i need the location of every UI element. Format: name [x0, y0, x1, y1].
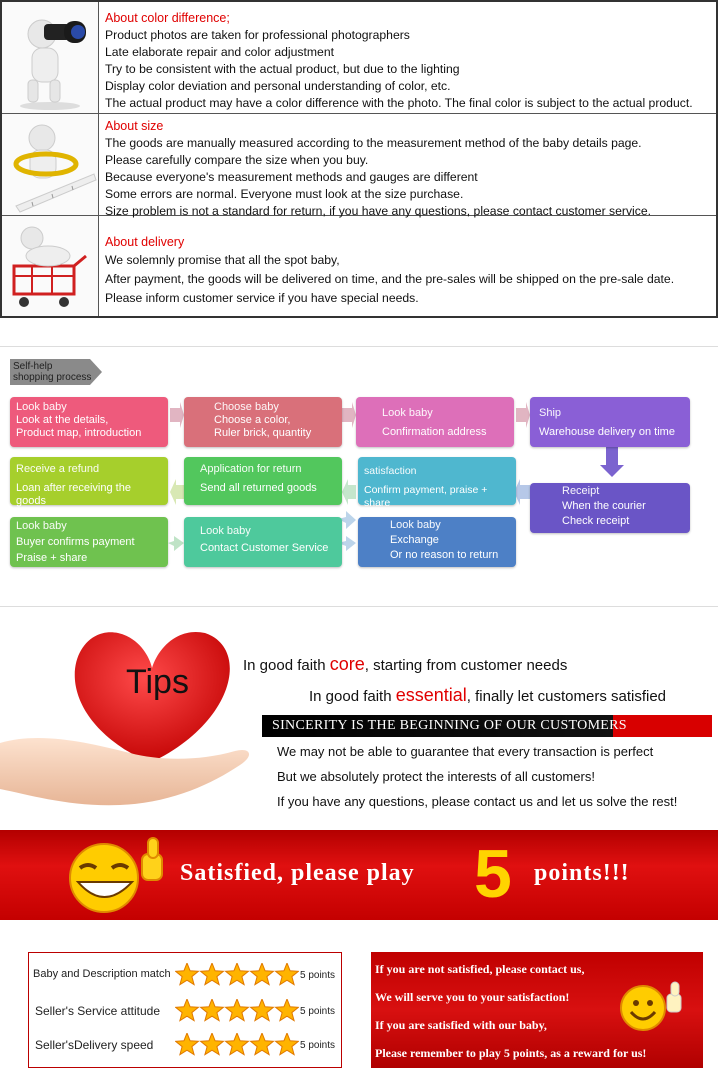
- step-contact-service[interactable]: Look baby Contact Customer Service: [184, 517, 342, 567]
- promise-line: If you have any questions, please contact us and let us solve the rest!: [277, 794, 678, 809]
- rating-points: 5 points: [300, 970, 336, 981]
- tips-section: [0, 606, 718, 828]
- step-exchange[interactable]: Look baby Exchange Or no reason to return: [358, 517, 516, 567]
- rating-points: 5 points: [300, 1040, 336, 1051]
- color-line: Late elaborate repair and color adjustment: [105, 45, 334, 59]
- size-line: Please carefully compare the size when you buy.: [105, 153, 369, 167]
- rating-row-service: [29, 993, 341, 1029]
- color-line: Try to be consistent with the actual product, but due to the lighting: [105, 62, 460, 76]
- size-line: The goods are manually measured according to the measurement method of the baby details page.: [105, 136, 642, 150]
- star-rating-icons: [175, 999, 299, 1023]
- rating-row-description: [29, 957, 341, 993]
- photographer-figure-image: [2, 2, 99, 113]
- delivery-line: We solemnly promise that all the spot baby,: [105, 253, 340, 267]
- star-icon[interactable]: [226, 999, 249, 1021]
- size-row: [2, 114, 716, 216]
- star-icon[interactable]: [251, 963, 274, 985]
- shopping-cart-figure-icon: [2, 216, 98, 316]
- size-line: Some errors are normal. Everyone must look at the size purchase.: [105, 187, 464, 201]
- star-icon[interactable]: [276, 1033, 299, 1055]
- delivery-text: [105, 234, 712, 307]
- star-rating-icons: [175, 1033, 299, 1057]
- color-difference-row: [2, 2, 716, 114]
- star-icon[interactable]: [276, 963, 299, 985]
- rating-label: Seller'sDelivery speed: [35, 1038, 154, 1052]
- tip-essential-line: In good faith essential, finally let customers satisfied: [309, 685, 667, 705]
- stars[interactable]: [175, 1033, 299, 1057]
- star-icon[interactable]: [251, 1033, 274, 1055]
- stars[interactable]: [175, 999, 299, 1023]
- star-rating-icons: [175, 963, 299, 987]
- ratings-panel: [28, 952, 342, 1068]
- smiley-thumbs-up-icon: [56, 834, 176, 916]
- rating-row-delivery: [29, 1027, 341, 1063]
- banner-five: 5: [474, 836, 512, 912]
- color-difference-text: [105, 10, 712, 112]
- color-difference-title: About color difference;: [105, 11, 230, 25]
- color-line: Display color deviation and personal understanding of color, etc.: [105, 79, 451, 93]
- star-icon[interactable]: [226, 963, 249, 985]
- step-receive-refund[interactable]: Receive a refund Loan after receiving the goods: [10, 457, 168, 505]
- step-satisfaction[interactable]: satisfaction Confirm payment, praise + share: [358, 457, 516, 505]
- satisfaction-note: [371, 952, 703, 1068]
- rating-label: Seller's Service attitude: [35, 1004, 161, 1018]
- step-choose-color[interactable]: Choose baby Choose a color, Ruler brick, quantity: [184, 397, 342, 447]
- star-icon[interactable]: [176, 999, 199, 1021]
- camera-figure-icon: [2, 2, 98, 112]
- star-icon[interactable]: [176, 1033, 199, 1055]
- star-icon[interactable]: [276, 999, 299, 1021]
- info-table: [0, 0, 718, 318]
- banner-text-post: points!!!: [534, 860, 630, 886]
- rating-points: 5 points: [300, 1006, 336, 1017]
- size-line: Size problem is not a standard for return, if you have any questions, please contact customer service.: [105, 204, 652, 218]
- star-icon[interactable]: [251, 999, 274, 1021]
- delivery-line: Please inform customer service if you have special needs.: [105, 291, 419, 305]
- cart-figure-image: [2, 216, 99, 316]
- step-look-at-details[interactable]: Look baby Look at the details, Product map, introduction: [10, 397, 168, 447]
- banner-text-pre: Satisfied, please play: [180, 860, 415, 886]
- promise-line: We may not be able to guarantee that every transaction is perfect: [277, 744, 654, 759]
- satisfied-banner: [0, 830, 718, 920]
- note-line: Please remember to play 5 points, as a reward for us!: [375, 1046, 647, 1060]
- rating-label: Baby and Description match: [33, 968, 171, 980]
- color-line: Product photos are taken for professional photographers: [105, 28, 410, 42]
- note-line: If you are not satisfied, please contact us,: [375, 962, 585, 976]
- size-line: Because everyone's measurement methods and gauges are different: [105, 170, 478, 184]
- color-line: The actual product may have a color difference with the photo. The final color is subject to the actual product.: [105, 96, 693, 110]
- heart-hands-image: [0, 613, 260, 823]
- smiley-thumbs-up-icon: [617, 978, 689, 1034]
- note-line: If you are satisfied with our baby,: [375, 1018, 547, 1032]
- tips-word: Tips: [126, 663, 189, 701]
- tip-core-line: In good faith core, starting from customer needs: [243, 654, 568, 674]
- sincerity-banner: SINCERITY IS THE BEGINNING OF OUR CUSTOMERS: [262, 715, 712, 737]
- size-text: [105, 118, 712, 220]
- step-buyer-confirms[interactable]: Look baby Buyer confirms payment Praise + share: [10, 517, 168, 567]
- tape-measure-figure-icon: [2, 114, 98, 214]
- star-icon[interactable]: [226, 1033, 249, 1055]
- star-icon[interactable]: [201, 1033, 224, 1055]
- step-application-return[interactable]: Application for return Send all returned goods: [184, 457, 342, 505]
- promise-line: But we absolutely protect the interests of all customers!: [277, 769, 595, 784]
- step-ship[interactable]: Ship Warehouse delivery on time: [530, 397, 690, 447]
- note-line: We will serve you to your satisfaction!: [375, 990, 570, 1004]
- star-icon[interactable]: [201, 999, 224, 1021]
- step-receipt[interactable]: Receipt When the courier Check receipt: [530, 483, 690, 533]
- star-icon[interactable]: [201, 963, 224, 985]
- measuring-figure-image: [2, 114, 99, 215]
- shopping-process: [0, 346, 718, 586]
- size-title: About size: [105, 119, 164, 133]
- delivery-row: [2, 216, 716, 316]
- star-icon[interactable]: [176, 963, 199, 985]
- delivery-title: About delivery: [105, 235, 185, 249]
- stars[interactable]: [175, 963, 299, 987]
- step-confirm-address[interactable]: Look baby Confirmation address: [356, 397, 514, 447]
- delivery-line: After payment, the goods will be delivered on time, and the pre-sales will be shipped on the pre-sale date.: [105, 272, 675, 286]
- process-tag-text: Self-help shopping process: [13, 361, 92, 383]
